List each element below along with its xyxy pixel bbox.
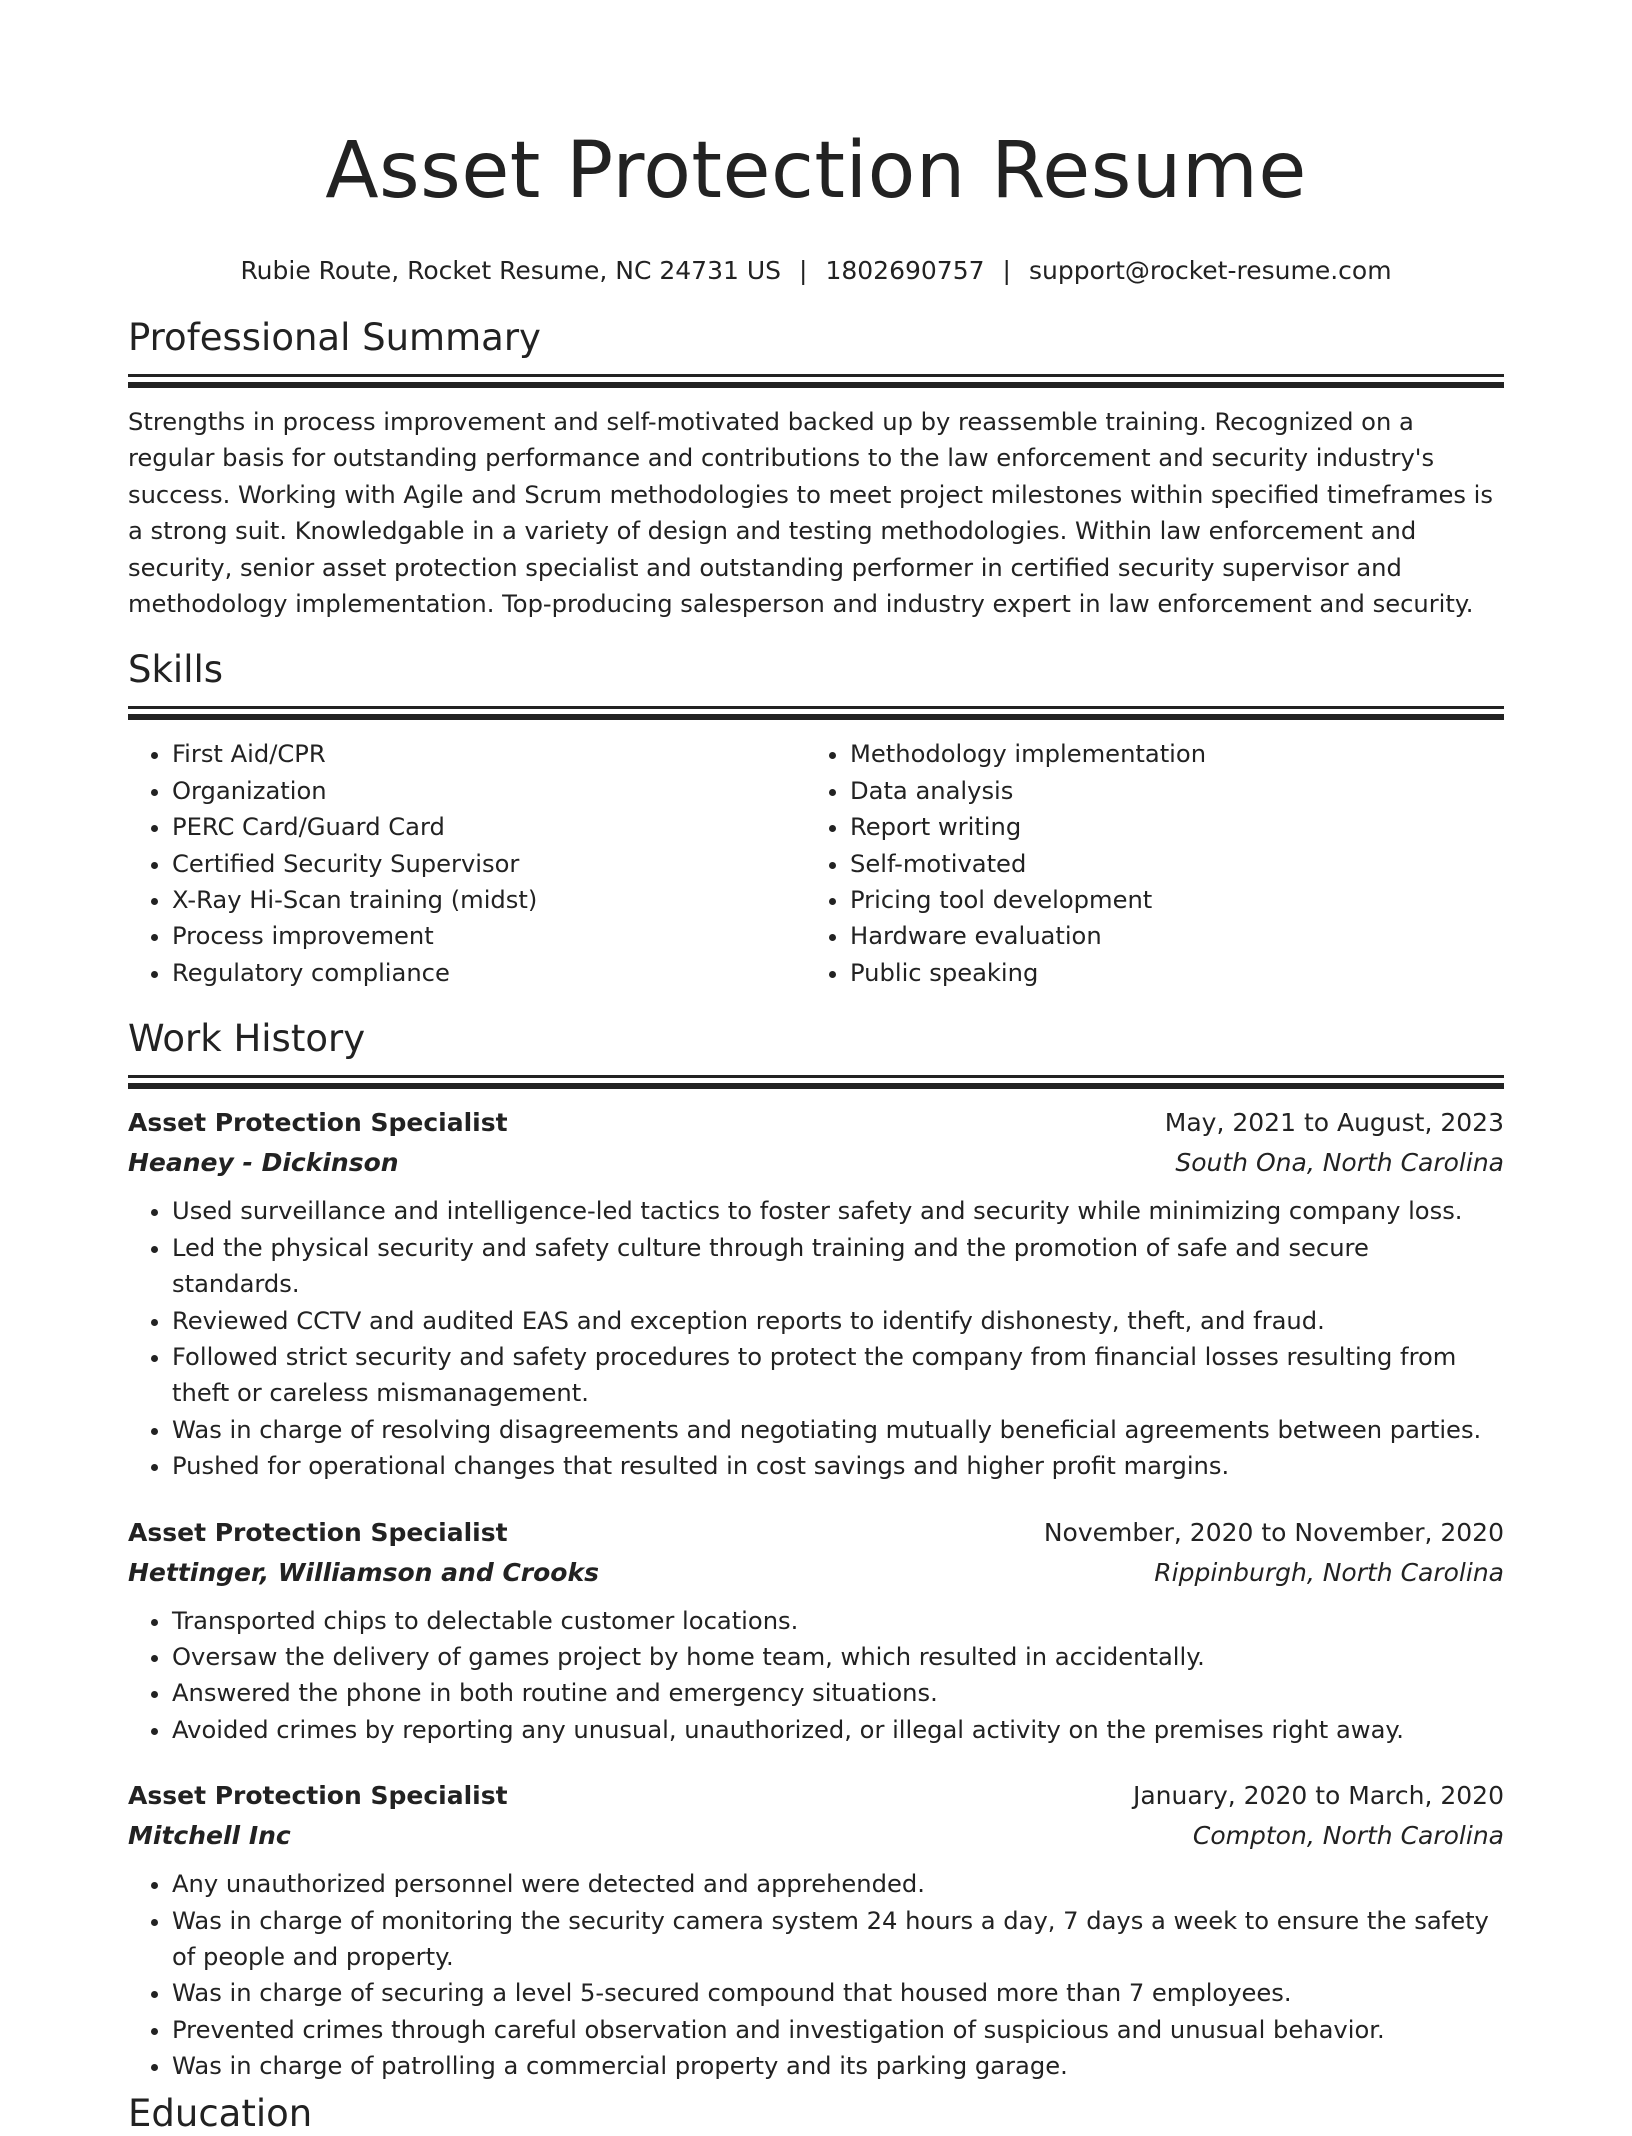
skills-section — [128, 648, 1504, 991]
skill-item: • PERC Card/Guard Card — [172, 809, 806, 845]
job-bullets — [128, 1866, 1504, 2084]
job-location: South Ona, North Carolina — [1175, 1148, 1504, 1178]
work-section — [128, 1017, 1504, 2084]
job-dates: May, 2021 to August, 2023 — [1164, 1108, 1504, 1138]
skill-item: • X-Ray Hi-Scan training (midst) — [172, 882, 806, 918]
section-rule-thin — [128, 374, 1504, 377]
skill-item: • Public speaking — [850, 955, 1484, 991]
job-bullet: • Led the physical security and safety culture through training and the promotion of safe and secure standards. — [172, 1230, 1504, 1303]
skills-heading: Skills — [128, 648, 224, 692]
section-rule-thick — [128, 1083, 1504, 1089]
section-rule-thick — [128, 382, 1504, 388]
skill-item: • Process improvement — [172, 918, 806, 954]
job-bullets — [128, 1193, 1504, 1484]
job-bullet: • Was in charge of securing a level 5-secured compound that housed more than 7 employees. — [172, 1975, 1504, 2011]
contact-phone: 1802690757 — [825, 256, 985, 285]
job-location: Compton, North Carolina — [1192, 1821, 1504, 1851]
job-entry — [128, 1513, 1504, 1749]
job-bullet: • Was in charge of patrolling a commercial property and its parking garage. — [172, 2048, 1504, 2084]
job-location: Rippinburgh, North Carolina — [1154, 1557, 1504, 1587]
summary-heading: Professional Summary — [128, 316, 541, 359]
job-company: Mitchell Inc — [128, 1821, 291, 1851]
job-header — [128, 1103, 1504, 1143]
job-bullet: • Answered the phone in both routine and emergency situations. — [172, 1675, 1504, 1711]
job-bullet: • Reviewed CCTV and audited EAS and exception reports to identify dishonesty, theft, and fraud. — [172, 1303, 1504, 1339]
section-rule-thin — [128, 1075, 1504, 1078]
job-title: Asset Protection Specialist — [128, 1781, 508, 1811]
job-header — [128, 1776, 1504, 1816]
skill-item: • Organization — [172, 773, 806, 809]
job-company: Hettinger, Williamson and Crooks — [128, 1557, 599, 1587]
job-subheader — [128, 1816, 1504, 1856]
job-bullet: • Followed strict security and safety procedures to protect the company from financial losses resulting from theft or careless mismanagement. — [172, 1339, 1504, 1412]
contact-address: Rubie Route, Rocket Resume, NC 24731 US — [240, 256, 782, 285]
job-title: Asset Protection Specialist — [128, 1517, 508, 1547]
job-bullets — [128, 1603, 1504, 1749]
contact-line — [128, 256, 1504, 286]
contact-separator: | — [799, 256, 808, 285]
section-rule-thin — [128, 706, 1504, 709]
job-bullet: • Oversaw the delivery of games project by home team, which resulted in accidentally. — [172, 1639, 1504, 1675]
job-bullet: • Transported chips to delectable customer locations. — [172, 1603, 1504, 1639]
skill-item: • Self-motivated — [850, 846, 1484, 882]
job-bullet: • Was in charge of monitoring the security camera system 24 hours a day, 7 days a week to ensure the safety of people and property. — [172, 1903, 1504, 1976]
job-bullet: • Was in charge of resolving disagreements and negotiating mutually beneficial agreements between parties. — [172, 1412, 1504, 1448]
job-title: Asset Protection Specialist — [128, 1108, 508, 1138]
skills-grid — [128, 736, 1504, 991]
skills-list-right — [806, 736, 1484, 991]
job-entry — [128, 1776, 1504, 2084]
contact-separator: | — [1002, 256, 1011, 285]
job-subheader — [128, 1553, 1504, 1593]
education-heading: Education — [128, 2092, 313, 2135]
job-bullet: • Prevented crimes through careful observation and investigation of suspicious and unusual behavior. — [172, 2012, 1504, 2048]
skill-item: • First Aid/CPR — [172, 736, 806, 772]
job-header — [128, 1513, 1504, 1553]
job-company: Heaney - Dickinson — [128, 1148, 399, 1178]
skill-item: • Regulatory compliance — [172, 955, 806, 991]
job-bullet: • Avoided crimes by reporting any unusual, unauthorized, or illegal activity on the premises right away. — [172, 1712, 1504, 1748]
job-dates: January, 2020 to March, 2020 — [1132, 1781, 1504, 1811]
skill-item: • Hardware evaluation — [850, 918, 1484, 954]
summary-section — [128, 316, 1504, 622]
job-bullet: • Any unauthorized personnel were detected and apprehended. — [172, 1866, 1504, 1902]
skill-item: • Data analysis — [850, 773, 1484, 809]
skill-item: • Pricing tool development — [850, 882, 1484, 918]
contact-email: support@rocket-resume.com — [1028, 256, 1392, 285]
job-subheader — [128, 1143, 1504, 1183]
summary-text: Strengths in process improvement and self-motivated backed up by reassemble training. Recognized on a regular basis for outstanding performance and contributions to the law enforcement and security industry's success. Working with Agile and Scrum methodologies to meet project milestones within specified timeframes is a strong suit. Knowledgable in a variety of design and testing methodologies. Within law enforcement and security, senior asset protection specialist and outstanding performer in certified security supervisor and methodology implementation. Top-producing salesperson and industry expert in law enforcement and security. — [128, 408, 1493, 619]
section-rule-thick — [128, 714, 1504, 720]
job-bullet: • Used surveillance and intelligence-led tactics to foster safety and security while minimizing company loss. — [172, 1193, 1504, 1229]
job-dates: November, 2020 to November, 2020 — [1043, 1517, 1504, 1547]
skills-list-left — [128, 736, 806, 991]
skill-item: • Methodology implementation — [850, 736, 1484, 772]
job-bullet: • Pushed for operational changes that resulted in cost savings and higher profit margins. — [172, 1448, 1504, 1484]
skill-item: • Report writing — [850, 809, 1484, 845]
skill-item: • Certified Security Supervisor — [172, 846, 806, 882]
work-heading: Work History — [128, 1017, 366, 1061]
resume-page — [128, 0, 1504, 2135]
page-title: Asset Protection Resume — [325, 126, 1307, 216]
job-entry — [128, 1103, 1504, 1484]
